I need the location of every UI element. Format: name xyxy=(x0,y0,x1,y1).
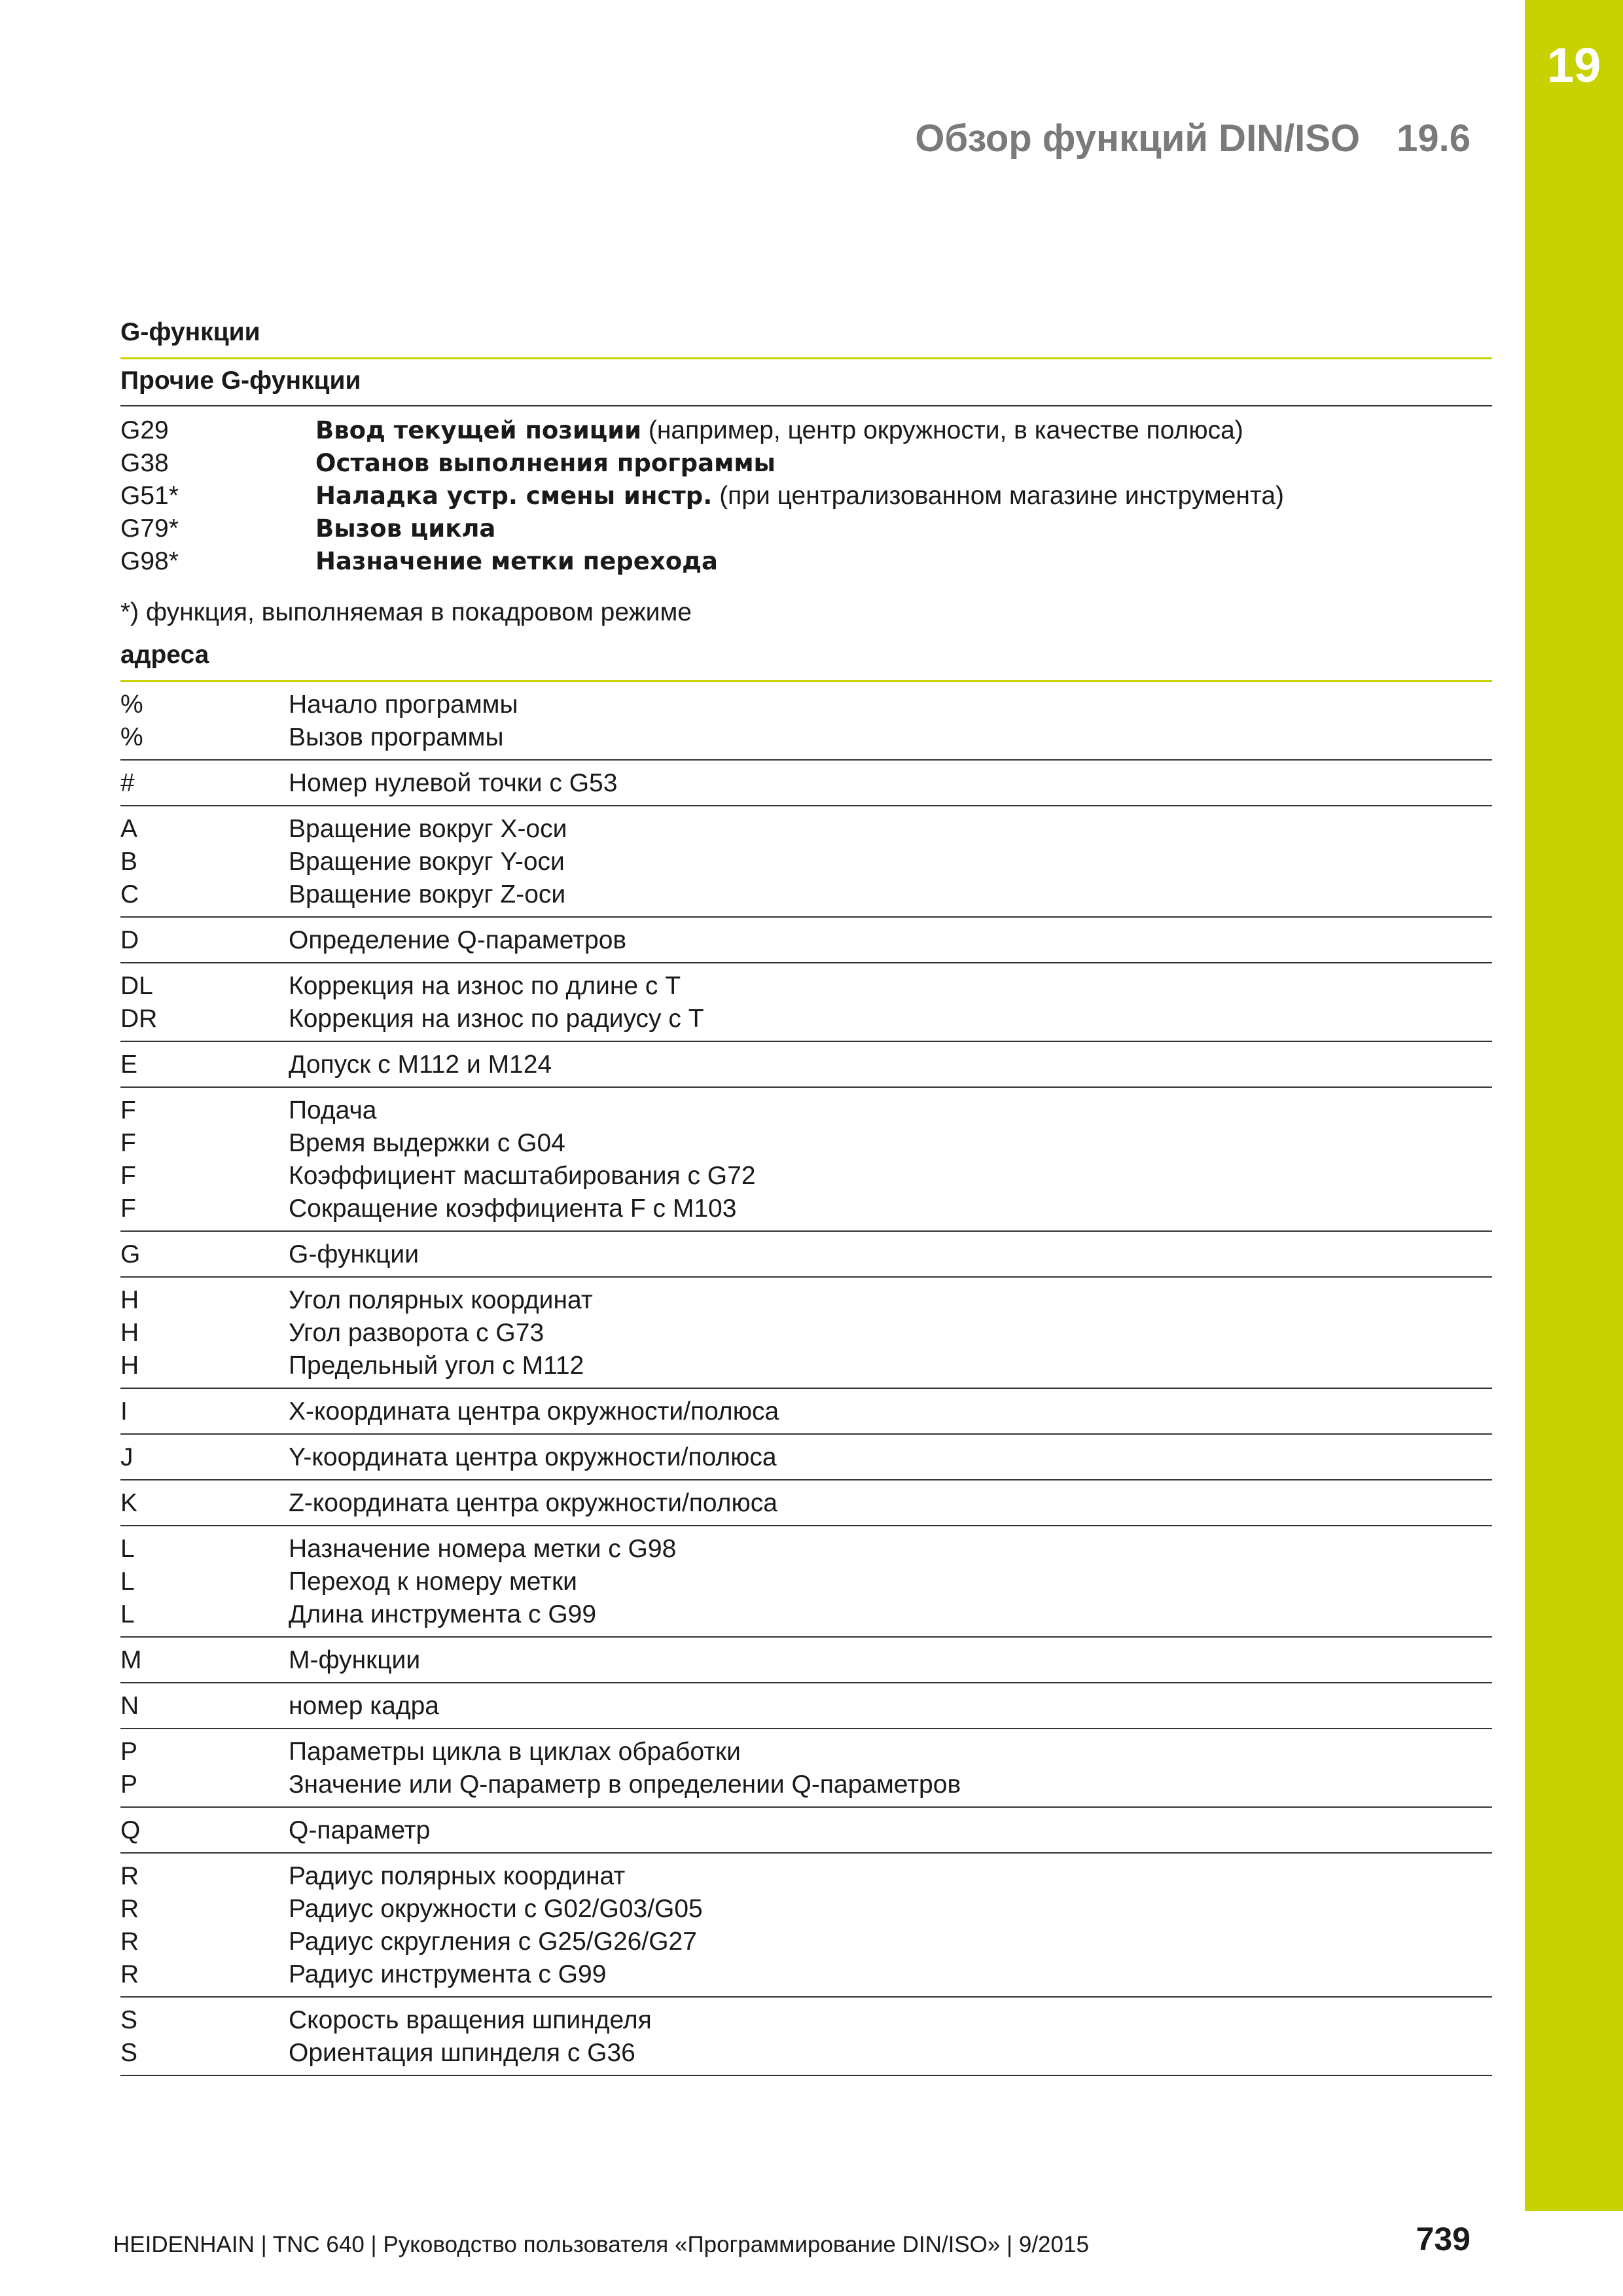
address-code: M xyxy=(120,1646,142,1674)
address-code: S xyxy=(120,2006,138,2034)
chapter-tab xyxy=(1525,0,1623,2211)
address-description: Q-параметр xyxy=(289,1816,431,1844)
address-row xyxy=(120,1193,1492,1225)
address-group xyxy=(120,1088,1492,1232)
address-code: % xyxy=(120,723,143,751)
address-group xyxy=(120,1808,1492,1854)
address-row xyxy=(120,878,1492,911)
gfunction-description xyxy=(315,414,1243,447)
address-group xyxy=(120,1435,1492,1480)
gfunction-name: Наладка устр. смены инстр. xyxy=(315,482,713,510)
address-code: R xyxy=(120,1862,139,1890)
gfunction-row xyxy=(120,512,1492,545)
address-description: Коррекция на износ по радиусу с T xyxy=(289,1005,704,1033)
address-code: Q xyxy=(120,1816,141,1844)
address-code: H xyxy=(120,1352,139,1380)
address-row xyxy=(120,970,1492,1003)
address-description: Сокращение коэффициента F с M103 xyxy=(289,1194,737,1223)
address-group xyxy=(120,918,1492,963)
address-row xyxy=(120,1441,1492,1474)
address-row xyxy=(120,2037,1492,2070)
address-description: Ориентация шпинделя с G36 xyxy=(289,2039,635,2067)
address-row xyxy=(120,2004,1492,2037)
address-group xyxy=(120,1998,1492,2076)
addresses-table xyxy=(120,680,1492,2076)
address-description: Длина инструмента с G99 xyxy=(289,1600,597,1628)
address-description: Радиус инструмента с G99 xyxy=(289,1960,607,1988)
address-description: Скорость вращения шпинделя xyxy=(289,2006,652,2034)
address-row xyxy=(120,1160,1492,1193)
address-description: Коррекция на износ по длине с T xyxy=(289,972,681,1000)
address-row xyxy=(120,1003,1492,1035)
page-header xyxy=(915,117,1471,160)
address-description: Назначение номера метки с G98 xyxy=(289,1535,677,1563)
address-code: G xyxy=(120,1240,141,1268)
address-row xyxy=(120,1317,1492,1350)
header-title: Обзор функций DIN/ISO xyxy=(915,117,1361,160)
address-description: Время выдержки с G04 xyxy=(289,1129,565,1157)
address-description: Вращение вокруг X-оси xyxy=(289,815,567,843)
address-description: Вызов программы xyxy=(289,723,504,751)
address-description: Параметры цикла в циклах обработки xyxy=(289,1738,741,1766)
address-group xyxy=(120,680,1492,761)
address-description: Определение Q-параметров xyxy=(289,926,627,954)
address-code: DR xyxy=(120,1005,158,1033)
gfunction-code: G79* xyxy=(120,514,179,543)
address-row xyxy=(120,1284,1492,1317)
address-description: Переход к номеру метки xyxy=(289,1568,577,1596)
address-description: Вращение вокруг Z-оси xyxy=(289,880,566,908)
footer-text: HEIDENHAIN | TNC 640 | Руководство пользователя «Программирование DIN/ISO» | 9/2015 xyxy=(113,2232,1089,2257)
address-row xyxy=(120,1350,1492,1382)
address-row xyxy=(120,1238,1492,1271)
address-group xyxy=(120,1683,1492,1729)
address-description: Номер нулевой точки с G53 xyxy=(289,769,618,797)
address-code: F xyxy=(120,1162,136,1190)
address-description: Радиус скругления с G25/G26/G27 xyxy=(289,1928,697,1956)
address-code: B xyxy=(120,848,138,876)
address-group xyxy=(120,1278,1492,1389)
address-code: F xyxy=(120,1096,136,1124)
gfunction-name: Назначение метки перехода xyxy=(315,547,718,575)
address-row xyxy=(120,1926,1492,1958)
address-code: I xyxy=(120,1397,128,1426)
address-row xyxy=(120,1049,1492,1081)
address-description: M-функции xyxy=(289,1646,421,1674)
gfunction-name: Ввод текущей позиции xyxy=(315,416,642,444)
footnote: *) функция, выполняемая в покадровом режиме xyxy=(120,598,692,626)
address-code: L xyxy=(120,1535,135,1563)
address-row xyxy=(120,1395,1492,1428)
gfunctions-subtitle: Прочие G-функции xyxy=(120,367,361,395)
address-code: E xyxy=(120,1050,138,1079)
address-group xyxy=(120,963,1492,1042)
address-description: Допуск с M112 и M124 xyxy=(289,1050,552,1079)
page-number: 739 xyxy=(1416,2221,1471,2257)
address-row xyxy=(120,1768,1492,1801)
address-row xyxy=(120,1566,1492,1598)
address-row xyxy=(120,1736,1492,1768)
address-row xyxy=(120,1814,1492,1847)
address-code: R xyxy=(120,1928,139,1956)
address-description: Подача xyxy=(289,1096,377,1124)
address-code: R xyxy=(120,1895,139,1923)
address-row xyxy=(120,1690,1492,1723)
address-code: P xyxy=(120,1770,138,1799)
gfunction-description xyxy=(315,447,776,480)
address-row xyxy=(120,846,1492,878)
address-group xyxy=(120,1526,1492,1638)
addresses-title: адреса xyxy=(120,641,209,669)
address-row xyxy=(120,1860,1492,1893)
address-code: N xyxy=(120,1692,139,1720)
address-group xyxy=(120,761,1492,806)
address-description: Z-координата центра окружности/полюса xyxy=(289,1489,777,1517)
gfunction-code: G51* xyxy=(120,482,179,510)
gfunction-code: G98* xyxy=(120,547,179,575)
address-row xyxy=(120,813,1492,846)
address-group xyxy=(120,1729,1492,1808)
address-description: Предельный угол с M112 xyxy=(289,1352,584,1380)
address-code: D xyxy=(120,926,139,954)
address-row xyxy=(120,721,1492,754)
address-code: H xyxy=(120,1286,139,1314)
address-row xyxy=(120,924,1492,957)
address-group xyxy=(120,1480,1492,1526)
address-description: G-функции xyxy=(289,1240,419,1268)
gfunction-row xyxy=(120,414,1492,447)
address-description: Радиус окружности с G02/G03/G05 xyxy=(289,1895,703,1923)
gfunction-description xyxy=(315,512,495,545)
address-code: F xyxy=(120,1129,136,1157)
gfunction-row xyxy=(120,447,1492,480)
address-row xyxy=(120,1893,1492,1926)
gfunctions-table xyxy=(120,405,1492,584)
address-row xyxy=(120,689,1492,721)
address-code: L xyxy=(120,1568,135,1596)
address-description: Значение или Q-параметр в определении Q-параметров xyxy=(289,1770,961,1799)
address-row xyxy=(120,1644,1492,1677)
address-code: A xyxy=(120,815,138,843)
gfunction-code: G29 xyxy=(120,416,169,444)
address-group xyxy=(120,1232,1492,1278)
header-section: 19.6 xyxy=(1397,117,1471,160)
gfunction-row xyxy=(120,480,1492,512)
address-code: S xyxy=(120,2039,138,2067)
address-description: Начало программы xyxy=(289,691,518,719)
address-row xyxy=(120,1598,1492,1631)
gfunction-row xyxy=(120,545,1492,578)
gfunction-description xyxy=(315,480,1284,512)
address-code: K xyxy=(120,1489,138,1517)
address-row xyxy=(120,1127,1492,1160)
address-code: % xyxy=(120,691,143,719)
address-description: Коэффициент масштабирования с G72 xyxy=(289,1162,756,1190)
address-code: # xyxy=(120,769,135,797)
address-code: H xyxy=(120,1319,139,1347)
chapter-number: 19 xyxy=(1546,38,1601,92)
address-code: P xyxy=(120,1738,138,1766)
address-description: Угол полярных координат xyxy=(289,1286,593,1314)
address-row xyxy=(120,1094,1492,1127)
address-group xyxy=(120,1042,1492,1088)
content xyxy=(120,313,1492,2076)
address-code: DL xyxy=(120,972,153,1000)
gfunction-name: Останов выполнения программы xyxy=(315,449,776,477)
address-code: R xyxy=(120,1960,139,1988)
address-row xyxy=(120,1487,1492,1520)
address-description: Y-координата центра окружности/полюса xyxy=(289,1443,777,1471)
address-row xyxy=(120,767,1492,800)
address-description: Радиус полярных координат xyxy=(289,1862,626,1890)
gfunctions-title: G-функции xyxy=(120,318,260,346)
gfunction-code: G38 xyxy=(120,449,169,477)
address-code: C xyxy=(120,880,139,908)
gfunction-name: Вызов цикла xyxy=(315,514,496,543)
gfunction-detail: (например, центр окружности, в качестве полюса) xyxy=(641,416,1243,444)
address-group xyxy=(120,1638,1492,1683)
address-description: Угол разворота с G73 xyxy=(289,1319,544,1347)
address-row xyxy=(120,1958,1492,1991)
gfunction-detail: (при централизованном магазине инструмента) xyxy=(712,482,1285,510)
address-description: Вращение вокруг Y-оси xyxy=(289,848,565,876)
address-row xyxy=(120,1533,1492,1566)
address-group xyxy=(120,806,1492,918)
gfunction-description xyxy=(315,545,718,578)
address-code: F xyxy=(120,1194,136,1223)
address-code: J xyxy=(120,1443,134,1471)
address-group xyxy=(120,1854,1492,1998)
address-description: номер кадра xyxy=(289,1692,440,1720)
address-code: L xyxy=(120,1600,135,1628)
address-group xyxy=(120,1389,1492,1435)
address-description: X-координата центра окружности/полюса xyxy=(289,1397,779,1426)
